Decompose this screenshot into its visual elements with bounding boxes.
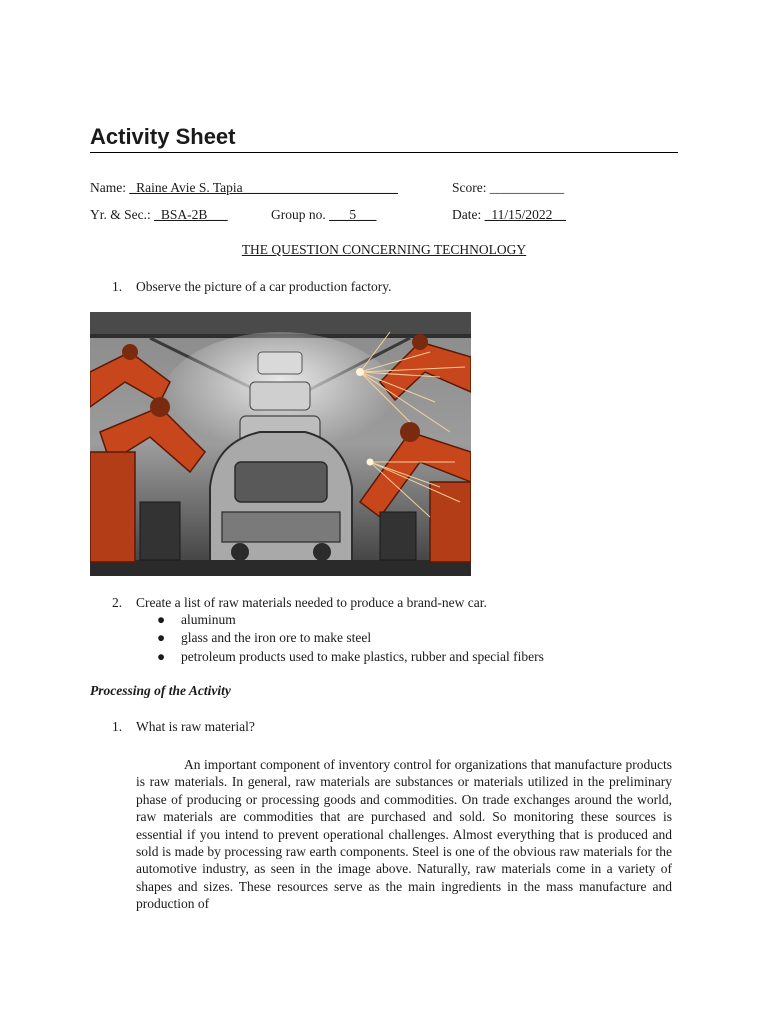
score-label: Score: (452, 180, 487, 195)
page-title: Activity Sheet (90, 124, 236, 149)
answer-paragraph (136, 756, 672, 913)
car-factory-photo (90, 312, 471, 576)
answer-text: An important component of inventory control for organizations that manufacture products is raw materials. In general, raw materials are substances or materials utilized in the preliminary phase of producing or processing goods and commodities. On trade exchanges around the world, raw materials are commodities that are purchased and sold. So monitoring these sources is essential if you intend to prevent operational challenges. Almost everything that is produced and sold is made by processing raw earth components. Steel is one of the obvious raw materials for the automotive industry, as seen in the image above. Naturally, raw materials come in a variety of shapes and sizes. These resources serve as the main ingredients in the mass manufacture and production of (136, 757, 672, 912)
yrsec-label: Yr. & Sec.: (90, 207, 151, 222)
list-item (157, 612, 236, 628)
date-row (452, 207, 566, 223)
list-item-text: glass and the iron ore to make steel (181, 630, 372, 645)
list-item (157, 630, 371, 646)
yrsec-row (90, 207, 228, 223)
title-divider (90, 152, 678, 153)
q1-number: 1. (112, 279, 123, 294)
list-item-text: petroleum products used to make plastics, rubber and special fibers (181, 649, 544, 664)
q1-text: Observe the picture of a car production factory. (136, 279, 392, 294)
date-label: Date: (452, 207, 482, 222)
bullet-icon: ● (157, 630, 166, 645)
yrsec-value: _BSA-2B___ (154, 207, 228, 222)
processing-heading: Processing of the Activity (90, 683, 231, 698)
group-label: Group no. (271, 207, 326, 222)
date-value: _11/15/2022__ (484, 207, 566, 222)
score-row (452, 180, 564, 196)
group-value: ___5___ (329, 207, 377, 222)
score-value: ___________ (489, 180, 565, 195)
q2-number: 2. (112, 595, 123, 610)
car-factory-illustration (90, 312, 471, 576)
bullet-icon: ● (157, 612, 166, 627)
name-row (90, 180, 398, 196)
group-row (271, 207, 376, 223)
bullet-icon: ● (157, 649, 166, 664)
name-value: _Raine Avie S. Tapia_______________________ (129, 180, 398, 195)
q2-text: Create a list of raw materials needed to produce a brand-new car. (136, 595, 487, 610)
processing-q1-number: 1. (112, 719, 123, 734)
section-heading: THE QUESTION CONCERNING TECHNOLOGY (241, 242, 527, 257)
name-label: Name: (90, 180, 126, 195)
list-item (157, 649, 544, 665)
processing-q1-text: What is raw material? (136, 719, 255, 734)
list-item-text: aluminum (181, 612, 236, 627)
